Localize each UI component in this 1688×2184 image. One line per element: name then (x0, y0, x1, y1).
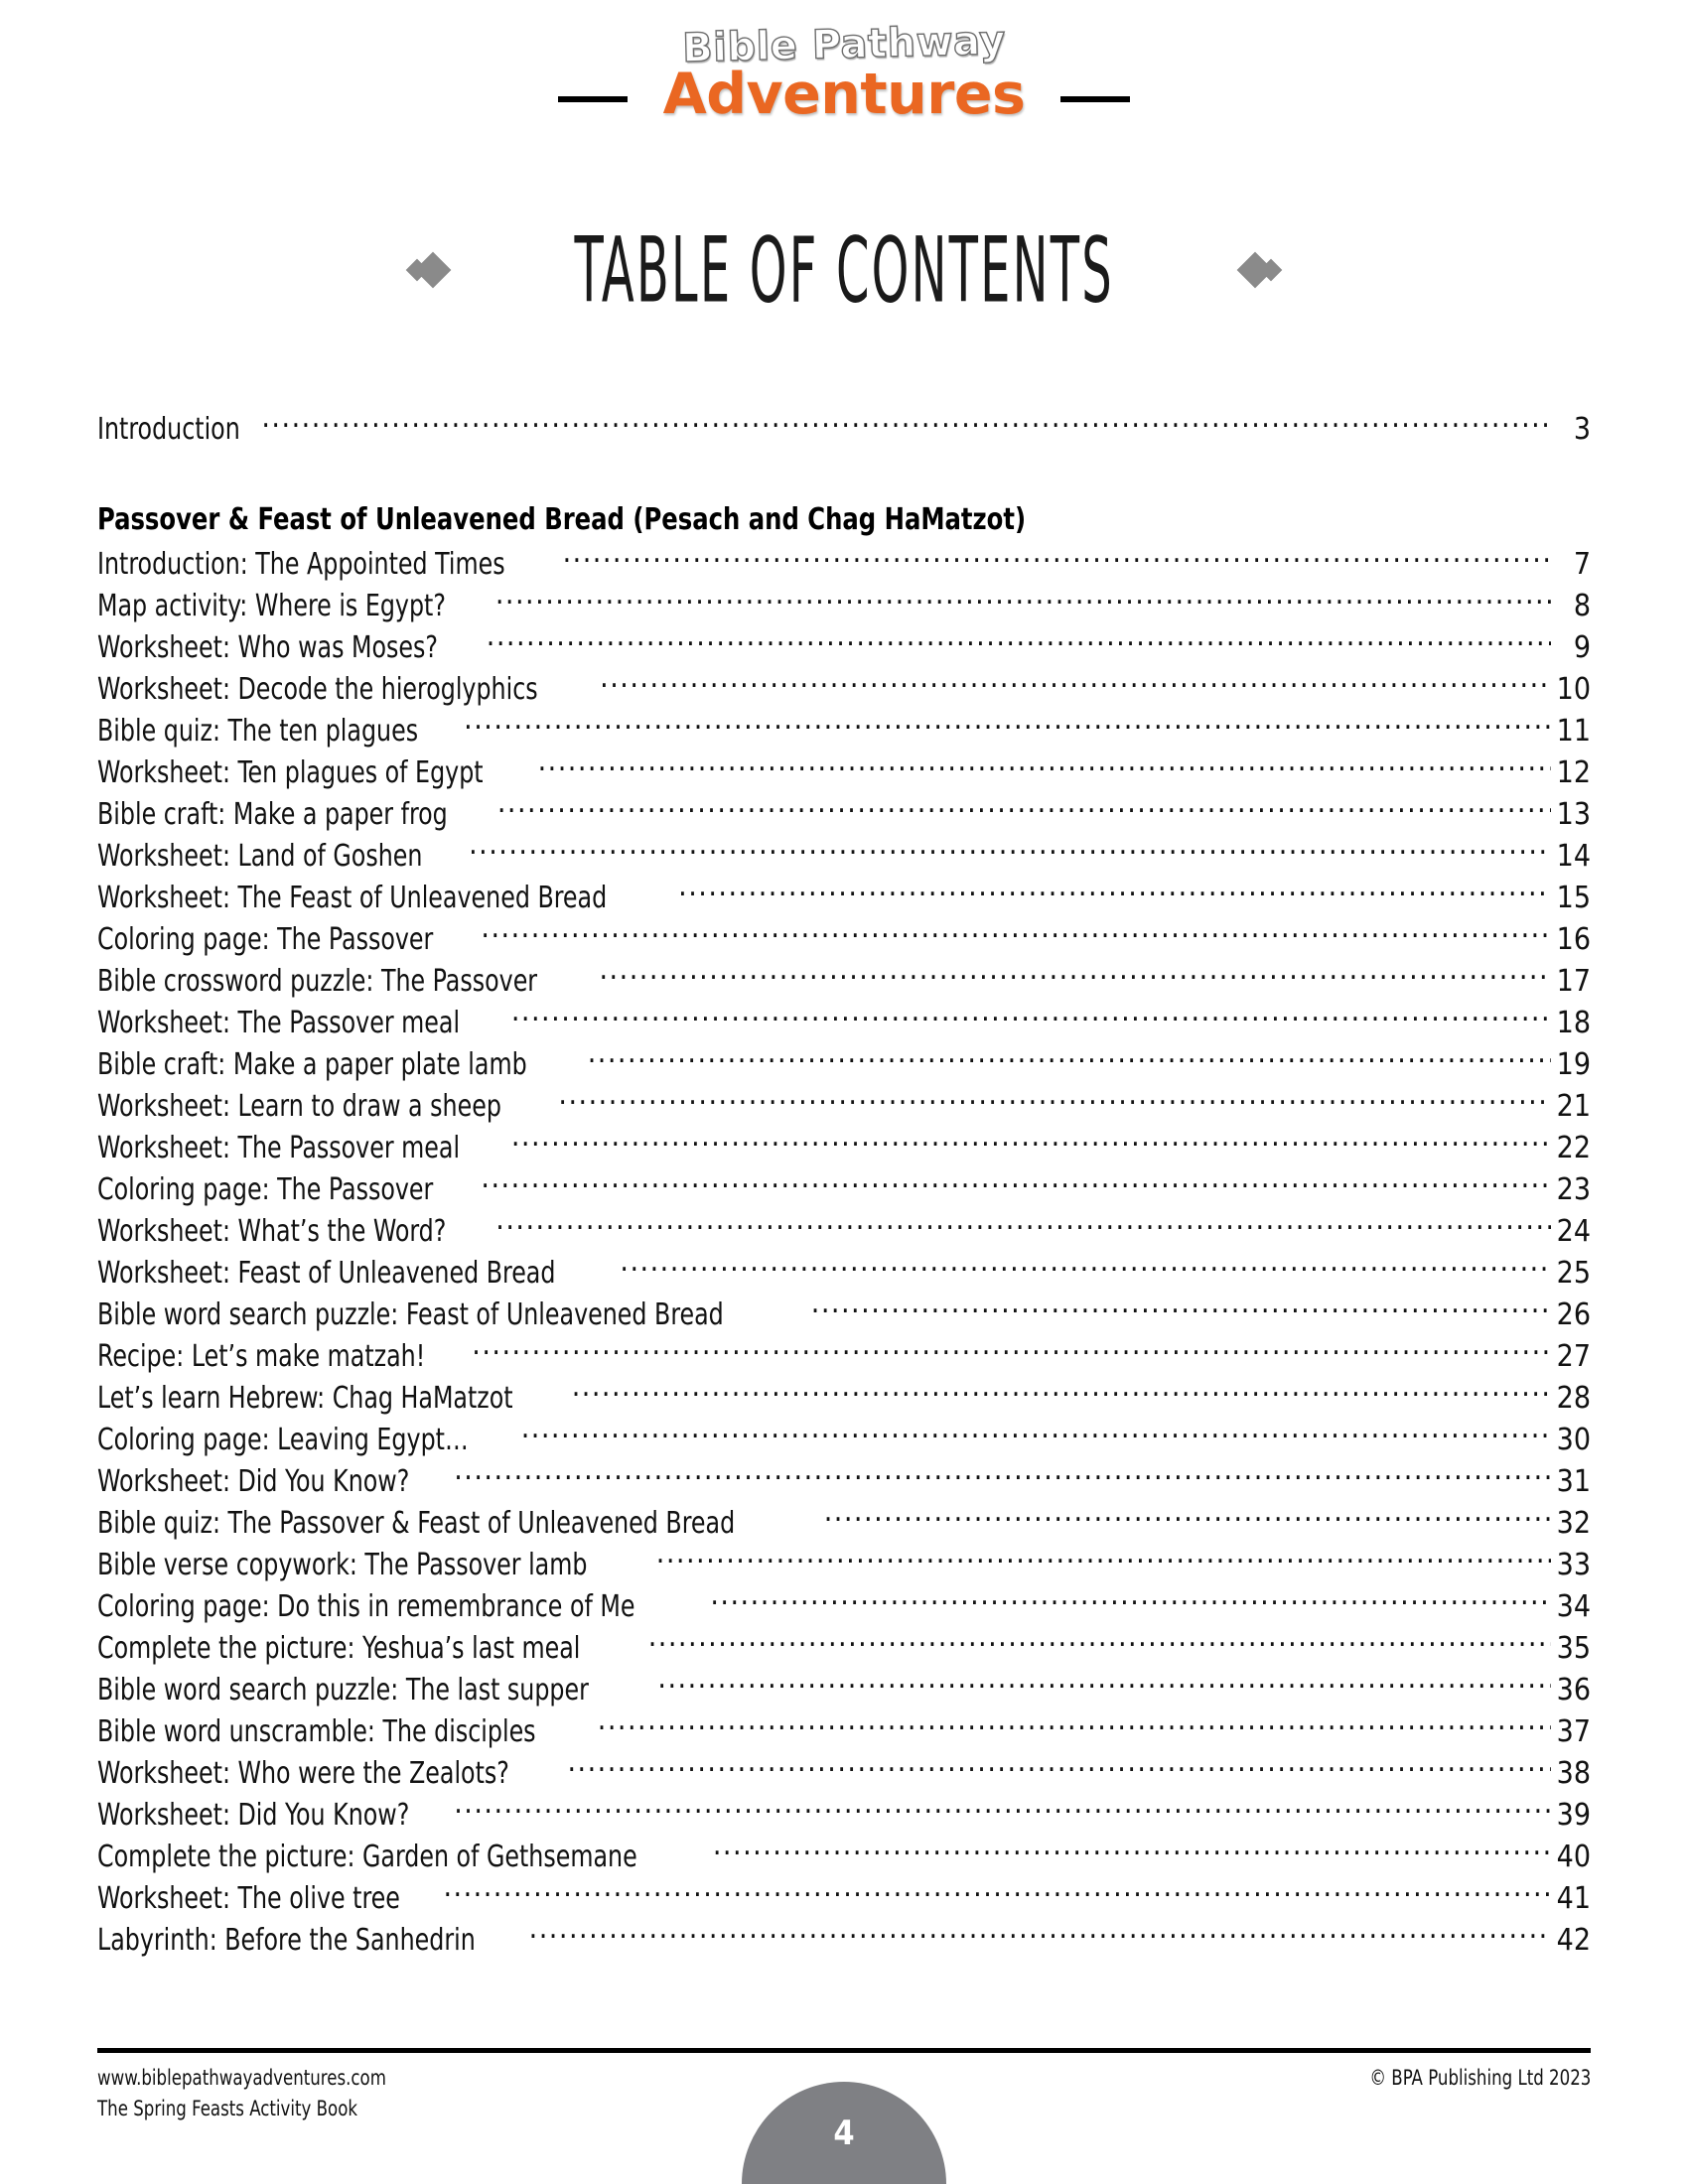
dot-leader (464, 711, 1551, 741)
toc-row[interactable] (97, 1003, 1591, 1044)
toc-entry-label: Bible word search puzzle: The last supper (97, 1673, 589, 1707)
dot-leader (620, 1253, 1551, 1283)
diamond-ornament-left-icon (409, 257, 446, 283)
dot-leader (657, 1670, 1551, 1700)
toc-entry-label: Bible quiz: The Passover & Feast of Unleavened Bread (97, 1506, 736, 1541)
toc-row[interactable] (97, 1586, 1591, 1628)
toc-entry-label: Bible crossword puzzle: The Passover (97, 964, 538, 999)
toc-row[interactable] (97, 1795, 1591, 1837)
toc-entry-page: 41 (1556, 1881, 1591, 1916)
toc-entry-label: Worksheet: Did You Know? (97, 1464, 410, 1499)
toc-entry-page: 27 (1556, 1339, 1591, 1374)
toc-entry-page: 35 (1556, 1631, 1591, 1666)
toc-entry-page: 33 (1556, 1548, 1591, 1582)
toc-entry-page: 39 (1556, 1798, 1591, 1833)
dot-leader (656, 1545, 1551, 1574)
dot-leader (600, 669, 1551, 699)
toc-entry-label: Worksheet: Ten plagues of Egypt (97, 755, 484, 790)
toc-entry-page: 40 (1556, 1840, 1591, 1874)
toc-row[interactable] (97, 1461, 1591, 1503)
dot-leader (481, 919, 1551, 949)
toc-row[interactable] (97, 1628, 1591, 1670)
page-title: TABLE OF CONTENTS (574, 217, 1114, 323)
toc-entry-page: 7 (1573, 547, 1591, 582)
toc-entry-page: 42 (1556, 1923, 1591, 1958)
toc-entry-page: 24 (1556, 1214, 1591, 1249)
dot-leader (598, 1711, 1551, 1741)
toc-entry-page: 25 (1556, 1256, 1591, 1291)
toc-entry-page: 34 (1556, 1589, 1591, 1624)
dot-leader (529, 1920, 1551, 1950)
toc-entry-label: Map activity: Where is Egypt? (97, 589, 446, 623)
toc-entry-page: 15 (1556, 881, 1591, 915)
toc-entry-page: 28 (1556, 1381, 1591, 1416)
dot-leader (481, 1169, 1551, 1199)
toc-entry-page: 11 (1556, 714, 1591, 749)
toc-row[interactable] (97, 1711, 1591, 1753)
toc-entry-label: Bible craft: Make a paper frog (97, 797, 448, 832)
toc-row[interactable] (97, 586, 1591, 627)
toc-entry-label: Worksheet: Did You Know? (97, 1798, 410, 1833)
toc-row[interactable] (97, 1044, 1591, 1086)
toc-entry-page: 36 (1556, 1673, 1591, 1707)
toc-row[interactable] (97, 1837, 1591, 1878)
toc-entry-label: Coloring page: Leaving Egypt… (97, 1423, 469, 1457)
toc-row[interactable] (97, 1295, 1591, 1336)
toc-entry-introduction[interactable] (97, 409, 1591, 451)
toc-entry-label: Complete the picture: Garden of Gethsemane (97, 1840, 637, 1874)
page-title-block (0, 217, 1688, 323)
dot-leader (521, 1420, 1551, 1449)
dot-leader (558, 1086, 1551, 1116)
toc-entry-label: Worksheet: Learn to draw a sheep (97, 1089, 501, 1124)
toc-entry-page: 22 (1556, 1131, 1591, 1165)
toc-row[interactable] (97, 669, 1591, 711)
dot-leader (261, 409, 1551, 439)
logo-wordmark (645, 18, 1043, 137)
footer-left-block (97, 2063, 386, 2124)
toc-row[interactable] (97, 836, 1591, 878)
dot-leader (511, 1003, 1551, 1032)
toc-row[interactable] (97, 752, 1591, 794)
toc-spacer (97, 451, 1591, 500)
dot-leader (495, 586, 1551, 615)
toc-entry-label: Introduction (97, 412, 240, 447)
dot-leader (454, 1461, 1551, 1491)
toc-entry-label: Coloring page: The Passover (97, 922, 434, 957)
toc-entry-page: 37 (1556, 1714, 1591, 1749)
toc-entry-page: 32 (1556, 1506, 1591, 1541)
toc-row[interactable] (97, 1670, 1591, 1711)
toc-entry-label: Worksheet: Land of Goshen (97, 839, 423, 874)
toc-entry-page: 16 (1556, 922, 1591, 957)
toc-row[interactable] (97, 1336, 1591, 1378)
toc-row[interactable] (97, 1420, 1591, 1461)
toc-row[interactable] (97, 794, 1591, 836)
toc-entry-label: Introduction: The Appointed Times (97, 547, 505, 582)
toc-row[interactable] (97, 1503, 1591, 1545)
footer-book-title: The Spring Feasts Activity Book (97, 2097, 358, 2120)
dot-leader (648, 1628, 1551, 1658)
brand-logo (0, 18, 1688, 137)
toc-entry-label: Bible word search puzzle: Feast of Unleavened Bread (97, 1297, 724, 1332)
dot-leader (443, 1878, 1551, 1908)
page-number: 4 (833, 2114, 855, 2153)
dot-leader (454, 1795, 1551, 1825)
toc-entry-label: Coloring page: Do this in remembrance of Me (97, 1589, 635, 1624)
toc-section-heading: Passover & Feast of Unleavened Bread (Pesach and Chag HaMatzot) (97, 502, 1027, 537)
dot-leader (678, 878, 1551, 907)
toc-entry-label: Complete the picture: Yeshua’s last meal (97, 1631, 581, 1666)
table-of-contents (97, 409, 1591, 1962)
toc-row[interactable] (97, 627, 1591, 669)
toc-row[interactable] (97, 878, 1591, 919)
toc-row[interactable] (97, 1920, 1591, 1962)
dot-leader (511, 1128, 1551, 1158)
toc-entry-page: 9 (1573, 630, 1591, 665)
toc-entry-label: Worksheet: Feast of Unleavened Bread (97, 1256, 556, 1291)
toc-entry-page: 26 (1556, 1297, 1591, 1332)
toc-entry-page: 23 (1556, 1172, 1591, 1207)
toc-row[interactable] (97, 919, 1591, 961)
dot-leader (588, 1044, 1551, 1074)
toc-entry-page: 30 (1556, 1423, 1591, 1457)
toc-entry-page: 10 (1556, 672, 1591, 707)
toc-entry-label: Labyrinth: Before the Sanhedrin (97, 1923, 476, 1958)
diamond-ornament-right-icon (1242, 257, 1279, 283)
toc-row[interactable] (97, 1545, 1591, 1586)
dot-leader (487, 627, 1551, 657)
toc-entry-page: 17 (1556, 964, 1591, 999)
toc-entry-label: Recipe: Let’s make matzah! (97, 1339, 426, 1374)
toc-entry-page: 13 (1556, 797, 1591, 832)
toc-entry-label: Worksheet: The Feast of Unleavened Bread (97, 881, 608, 915)
toc-entry-label: Worksheet: Who were the Zealots? (97, 1756, 509, 1791)
toc-row[interactable] (97, 1128, 1591, 1169)
toc-row[interactable] (97, 1086, 1591, 1128)
dot-leader (563, 544, 1551, 574)
toc-row[interactable] (97, 1378, 1591, 1420)
toc-entry-page: 12 (1556, 755, 1591, 790)
toc-entry-page: 31 (1556, 1464, 1591, 1499)
dot-leader (710, 1586, 1551, 1616)
toc-entry-label: Worksheet: Who was Moses? (97, 630, 439, 665)
toc-entry-page: 14 (1556, 839, 1591, 874)
dot-leader (497, 794, 1551, 824)
toc-row[interactable] (97, 1253, 1591, 1295)
toc-row[interactable] (97, 1878, 1591, 1920)
toc-entry-label: Worksheet: The Passover meal (97, 1131, 461, 1165)
toc-entry-label: Bible verse copywork: The Passover lamb (97, 1548, 588, 1582)
dot-leader (472, 1336, 1551, 1366)
toc-row[interactable] (97, 1169, 1591, 1211)
dot-leader (572, 1378, 1551, 1408)
footer-divider (97, 2048, 1591, 2053)
toc-row[interactable] (97, 1753, 1591, 1795)
dot-leader (824, 1503, 1551, 1533)
toc-row[interactable] (97, 961, 1591, 1003)
dot-leader (713, 1837, 1551, 1866)
toc-entry-label: Worksheet: The olive tree (97, 1881, 400, 1916)
dot-leader (567, 1753, 1551, 1783)
toc-entry-label: Bible craft: Make a paper plate lamb (97, 1047, 527, 1082)
toc-entry-label: Coloring page: The Passover (97, 1172, 434, 1207)
toc-entry-page: 8 (1573, 589, 1591, 623)
toc-entry-page: 3 (1573, 412, 1591, 447)
logo-rule-left (558, 96, 628, 102)
toc-entry-label: Worksheet: The Passover meal (97, 1006, 461, 1040)
toc-entry-label: Worksheet: What’s the Word? (97, 1214, 447, 1249)
dot-leader (538, 752, 1551, 782)
toc-row[interactable] (97, 711, 1591, 752)
dot-leader (495, 1211, 1551, 1241)
toc-entry-label: Let’s learn Hebrew: Chag HaMatzot (97, 1381, 513, 1416)
toc-entry-page: 21 (1556, 1089, 1591, 1124)
dot-leader (811, 1295, 1551, 1324)
toc-entry-label: Bible quiz: The ten plagues (97, 714, 419, 749)
footer-copyright: © BPA Publishing Ltd 2023 (1369, 2066, 1591, 2090)
toc-entry-label: Bible word unscramble: The disciples (97, 1714, 536, 1749)
toc-row[interactable] (97, 544, 1591, 586)
dot-leader (469, 836, 1551, 866)
logo-line-bible-pathway: Bible Pathway (681, 18, 1007, 71)
dot-leader (599, 961, 1551, 991)
logo-rule-right (1060, 96, 1130, 102)
toc-entry-page: 18 (1556, 1006, 1591, 1040)
footer-website[interactable]: www.biblepathwayadventures.com (97, 2066, 386, 2090)
toc-row[interactable] (97, 1211, 1591, 1253)
toc-entry-page: 19 (1556, 1047, 1591, 1082)
toc-entry-page: 38 (1556, 1756, 1591, 1791)
toc-entry-label: Worksheet: Decode the hieroglyphics (97, 672, 538, 707)
logo-line-adventures: Adventures (662, 62, 1026, 127)
